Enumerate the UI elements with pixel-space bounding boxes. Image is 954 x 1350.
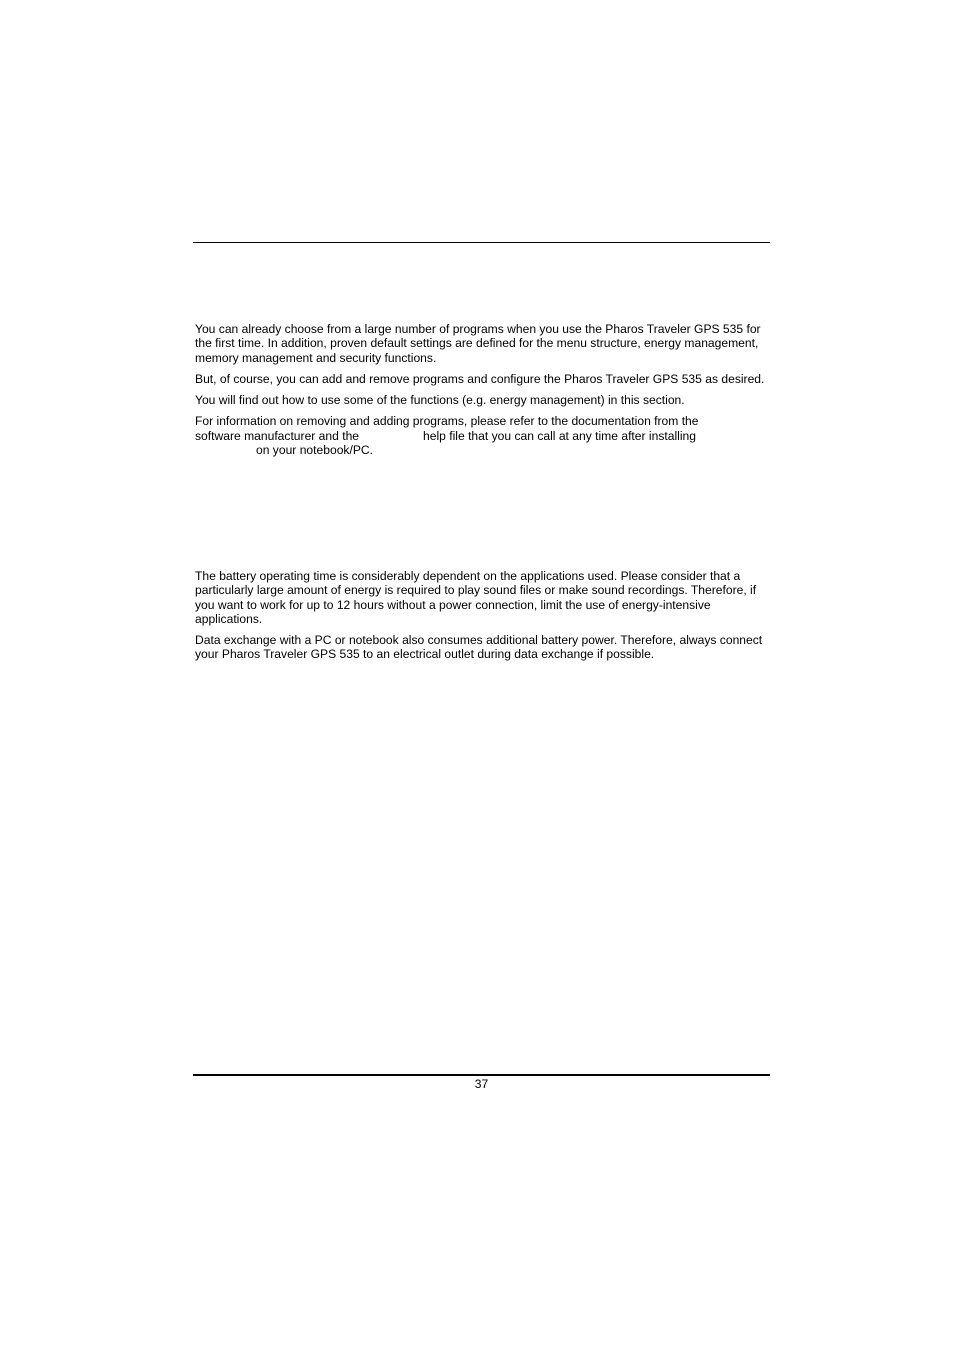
header-rule [193, 242, 770, 243]
paragraph-battery-time: The battery operating time is considerably dependent on the applications used. Please consider that a particularly large amount of energy is required to play sound files or make sound recordings. Therefore, if you want to work for up to 12 hours without a power connection, limit the use of energy-intensive applications. [195, 569, 757, 626]
section-software [195, 322, 769, 464]
footer-rule [193, 1074, 770, 1076]
info-line-2b: help file that you can call at any time after installing [423, 428, 696, 443]
paragraph-info [195, 414, 769, 457]
paragraph-functions: You will find out how to use some of the functions (e.g. energy management) in this section. [195, 393, 685, 408]
paragraph-programs-intro: You can already choose from a large number of programs when you use the Pharos Traveler GPS 535 for the first time. In addition, proven default settings are defined for the menu structure, energy management, memory management and security functions. [195, 322, 761, 365]
info-line-2a: software manufacturer and the [195, 428, 360, 443]
info-line-3: on your notebook/PC. [256, 443, 373, 458]
paragraph-add-remove: But, of course, you can add and remove programs and configure the Pharos Traveler GPS 535 as desired. [195, 371, 765, 386]
page-number: 37 [474, 1077, 489, 1091]
section-battery [195, 569, 769, 669]
paragraph-data-exchange: Data exchange with a PC or notebook also consumes additional battery power. Therefore, always connect your Pharos Traveler GPS 535 to an electrical outlet during data exchange if possible. [195, 633, 763, 662]
info-line-1: For information on removing and adding programs, please refer to the documentation from the [195, 414, 699, 429]
